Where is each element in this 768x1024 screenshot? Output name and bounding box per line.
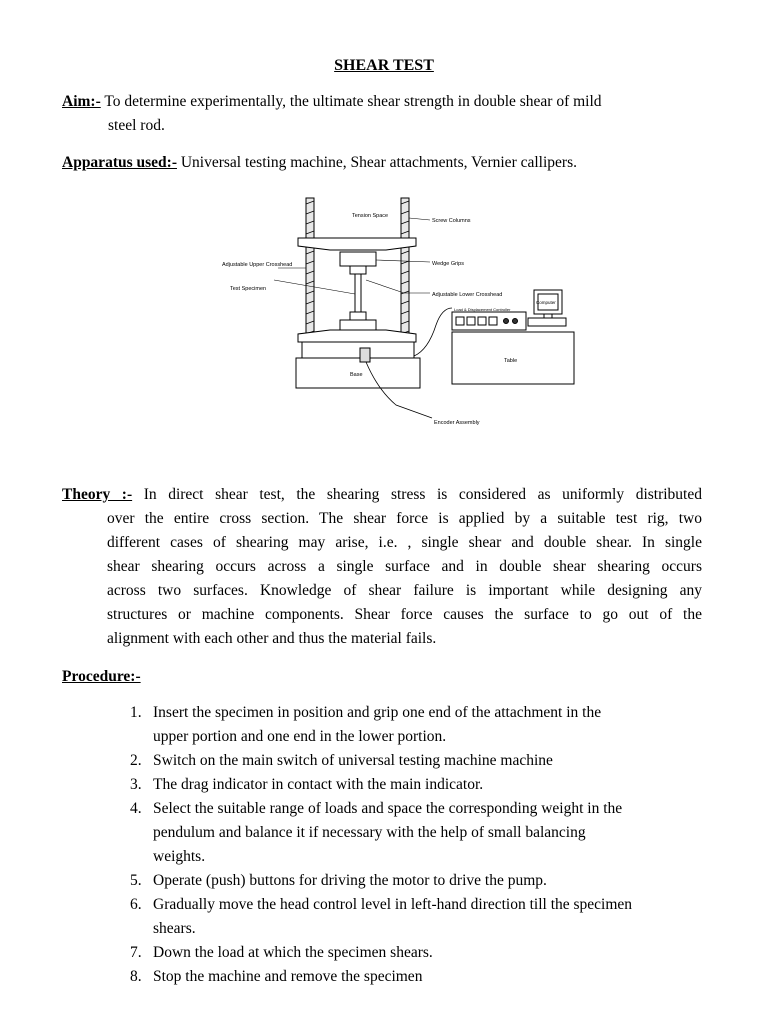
apparatus-label: Apparatus used:-: [62, 154, 177, 171]
step-text-line: Insert the specimen in position and grip one end of the attachment in the: [153, 704, 602, 721]
step-text-line: The drag indicator in contact with the main indicator.: [153, 776, 484, 793]
step-number: 4.: [130, 800, 142, 817]
page-title: SHEAR TEST: [334, 57, 434, 74]
step-number: 7.: [130, 944, 142, 961]
label-tension-space: Tension Space: [352, 213, 389, 219]
step-text-line: pendulum and balance it if necessary with the help of small balancing: [153, 824, 586, 841]
theory-line-5: across two surfaces. Knowledge of shear failure is important while designing any: [107, 582, 702, 599]
theory-line-4: shear shearing occurs across a single surface and in double shear shearing occurs: [107, 558, 702, 575]
theory-label: Theory :-: [62, 486, 133, 503]
step-text-line: weights.: [153, 848, 206, 865]
procedure-step: [130, 869, 710, 893]
theory-line-3: different cases of shearing may arise, i.e. , single shear and double shear. In single: [107, 534, 702, 551]
label-wedge-grips: Wedge Grips: [432, 261, 464, 267]
step-text-line: Operate (push) buttons for driving the motor to drive the pump.: [153, 872, 547, 889]
procedure-step: [130, 773, 710, 797]
label-test-specimen: Test Specimen: [230, 286, 267, 292]
procedure-step: [130, 941, 710, 965]
label-upper-crosshead: Adjustable Upper Crosshead: [222, 262, 293, 268]
lower-wedge-grip: [340, 320, 376, 330]
label-screw-columns: Screw Columns: [432, 218, 471, 224]
step-number: 1.: [130, 704, 142, 721]
apparatus-text: Universal testing machine, Shear attachments, Vernier callipers.: [176, 154, 577, 171]
theory-line-6: structures or machine components. Shear force causes the surface to go out of the: [107, 606, 702, 623]
label-lower-crosshead: Adjustable Lower Crosshead: [432, 292, 503, 298]
theory-section: [62, 483, 702, 651]
apparatus-section: [62, 151, 712, 175]
test-specimen: [355, 274, 361, 312]
procedure-step: [130, 893, 710, 941]
procedure-label: Procedure:-: [62, 668, 141, 685]
label-controller: Load & Displacement Controller: [454, 307, 511, 312]
step-text-line: upper portion and one end in the lower portion.: [153, 728, 447, 745]
step-number: 8.: [130, 968, 142, 985]
step-text-line: Stop the machine and remove the specimen: [153, 968, 423, 985]
step-text-line: Down the load at which the specimen shears.: [153, 944, 433, 961]
step-number: 3.: [130, 776, 142, 793]
theory-line-2: over the entire cross section. The shear force is applied by a suitable test rig, two: [107, 510, 702, 527]
theory-line-7: alignment with each other and thus the material fails.: [107, 630, 437, 647]
procedure-step: [130, 965, 710, 989]
label-encoder: Encoder Assembly: [434, 420, 480, 426]
procedure-steps: [130, 701, 710, 989]
procedure-step: [130, 701, 710, 749]
procedure-step: [130, 797, 710, 869]
procedure-step: [130, 749, 710, 773]
step-text-line: Gradually move the head control level in left-hand direction till the specimen: [153, 896, 633, 913]
aim-section: [62, 90, 702, 138]
label-base: Base: [350, 372, 363, 378]
step-text-line: shears.: [153, 920, 196, 937]
upper-wedge-grip: [340, 252, 376, 266]
upper-crosshead: [298, 238, 416, 250]
step-number: 6.: [130, 896, 142, 913]
aim-first-line: [62, 90, 702, 114]
aim-text-1: To determine experimentally, the ultimate shear strength in double shear of mild: [100, 93, 602, 110]
label-computer: Computer: [536, 300, 556, 305]
procedure-heading: [62, 665, 141, 689]
label-table: Table: [504, 358, 518, 364]
step-text-line: Switch on the main switch of universal testing machine machine: [153, 752, 553, 769]
lower-crosshead: [298, 330, 416, 342]
step-text-line: Select the suitable range of loads and space the corresponding weight in the: [153, 800, 623, 817]
utm-diagram: [218, 190, 588, 430]
aim-label: Aim:-: [62, 93, 101, 110]
aim-text-2: steel rod.: [108, 117, 165, 134]
theory-line-1: [62, 483, 702, 507]
theory-text-1: In direct shear test, the shearing stress is considered as uniformly distributed: [132, 486, 702, 503]
step-number: 2.: [130, 752, 142, 769]
step-number: 5.: [130, 872, 142, 889]
